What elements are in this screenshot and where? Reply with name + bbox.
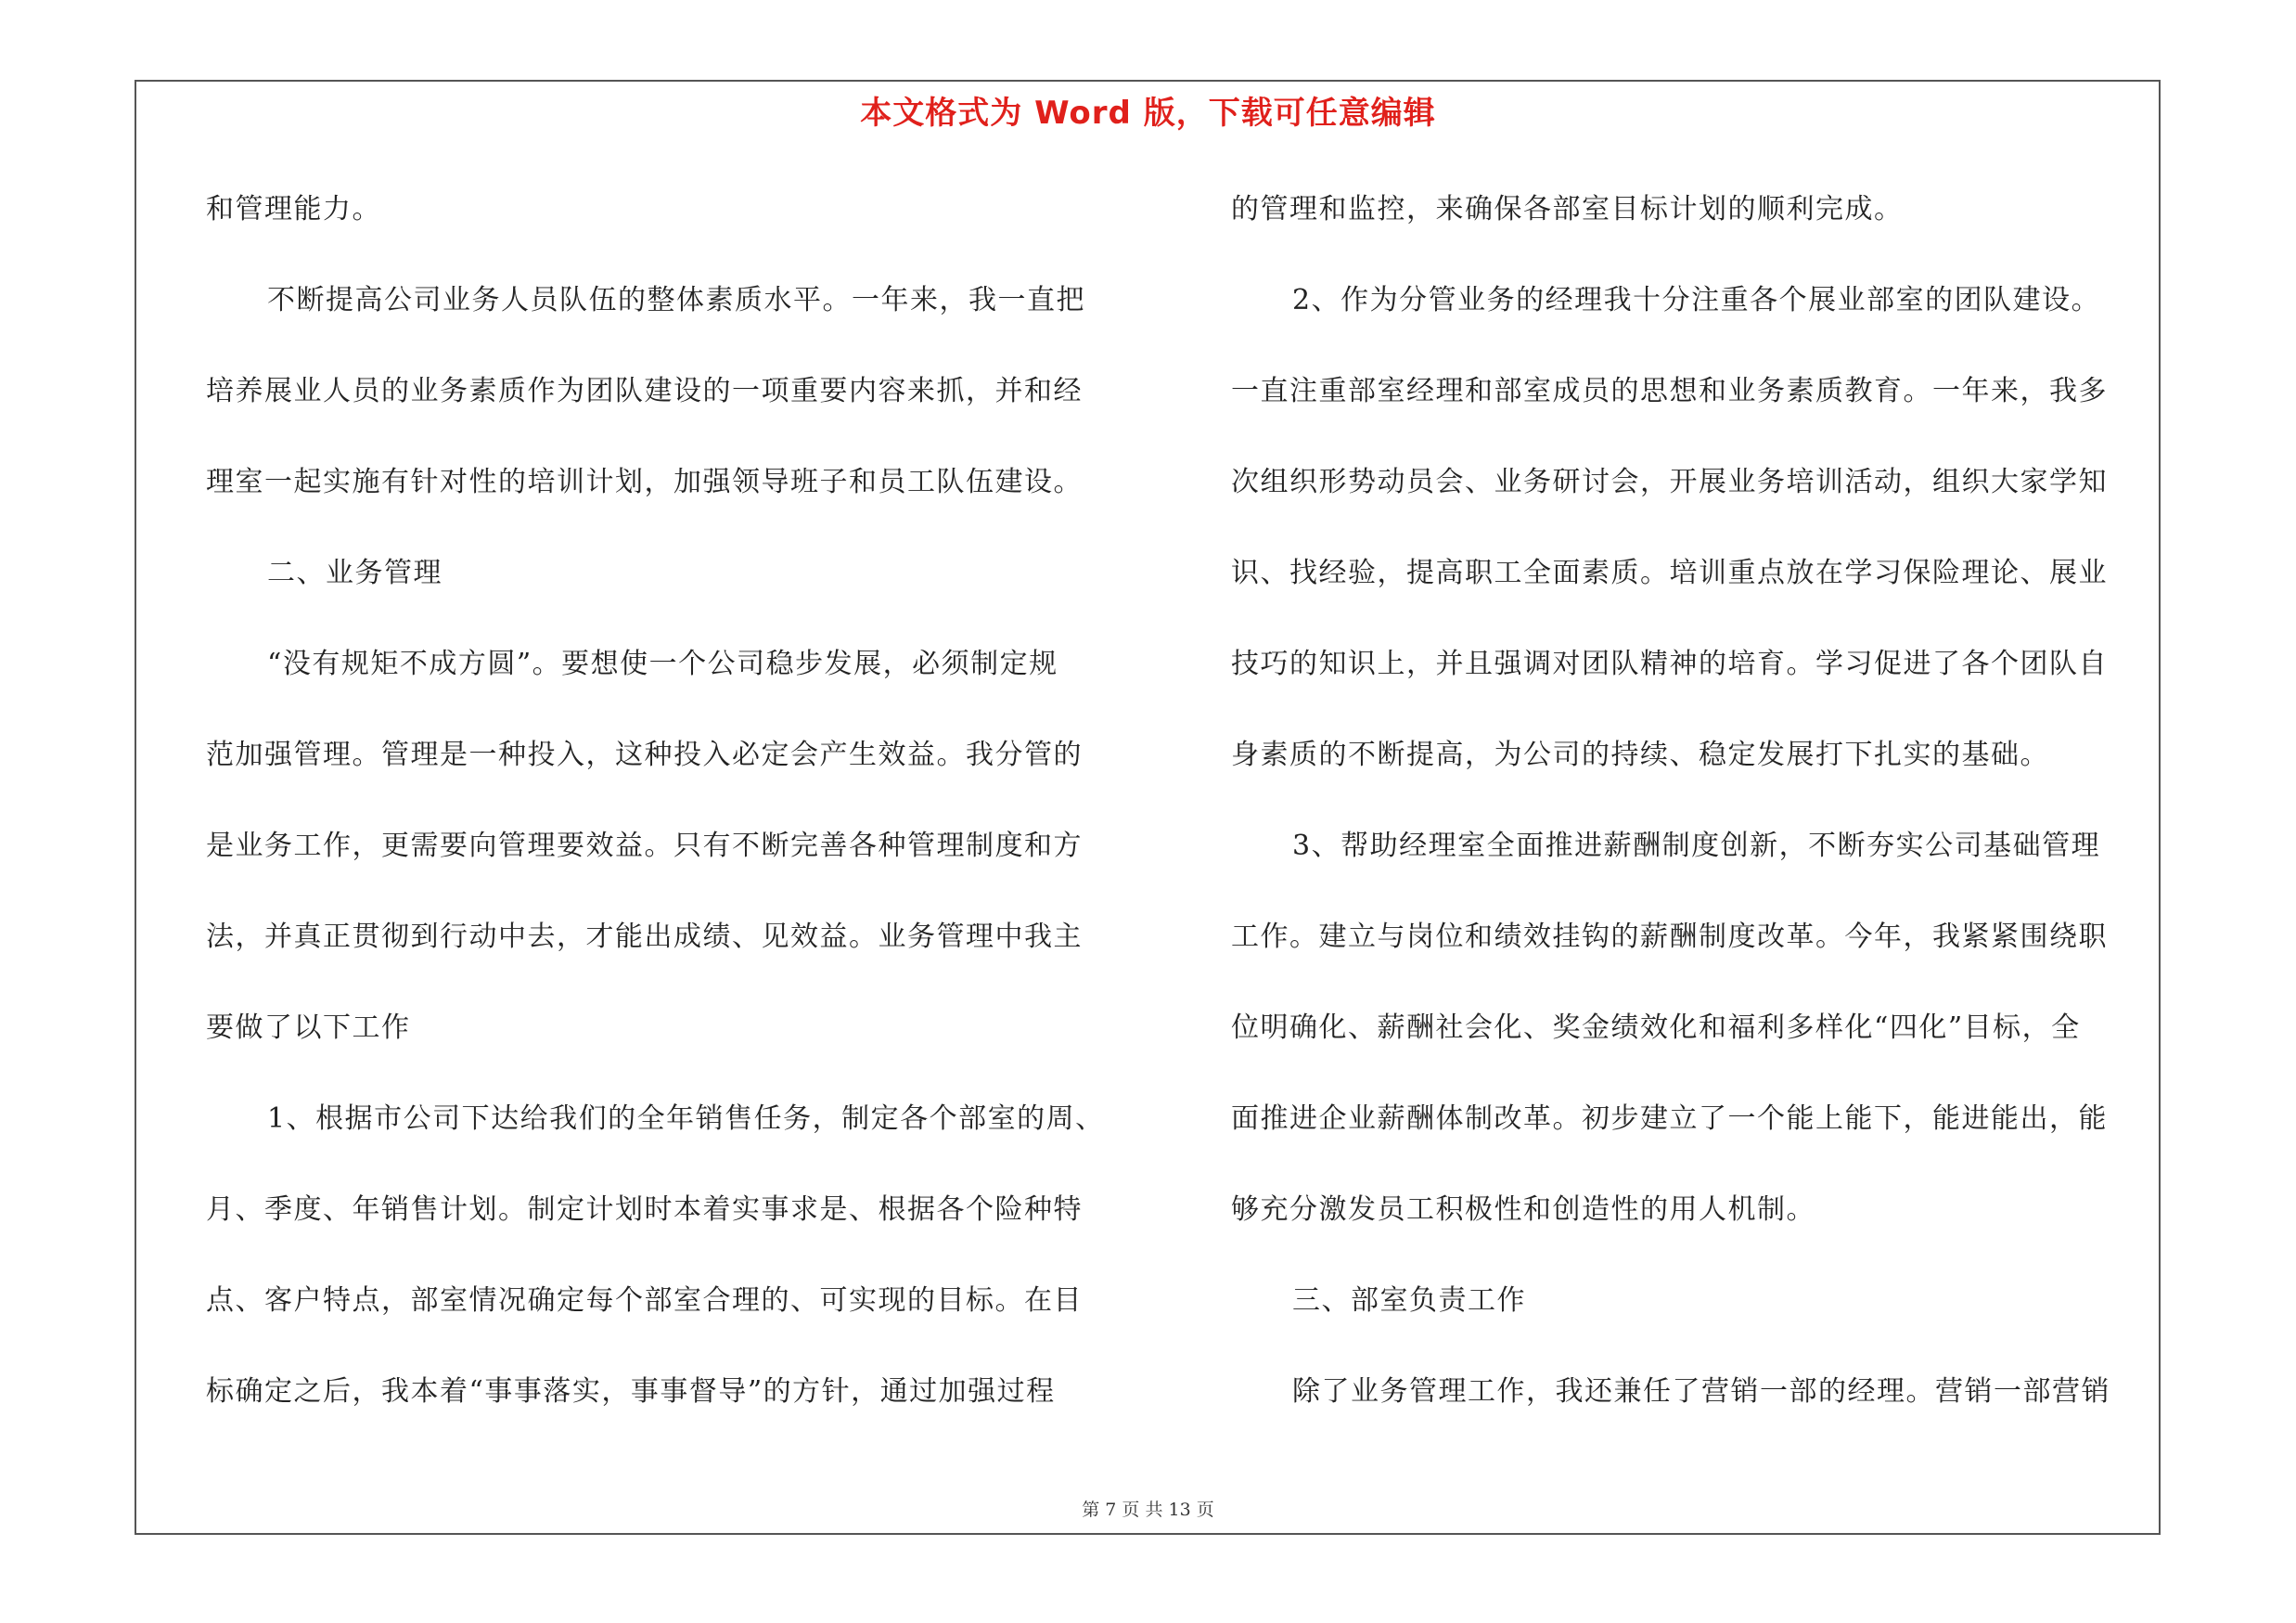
text-line: 法，并真正贯彻到行动中去，才能出成绩、见效益。业务管理中我主: [206, 921, 1083, 953]
text-line: 工作。建立与岗位和绩效挂钩的薪酬制度改革。今年，我紧紧围绕职: [1231, 921, 2108, 953]
text-line: 的管理和监控，来确保各部室目标计划的顺利完成。: [1231, 193, 1904, 225]
text-line: 要做了以下工作: [206, 1011, 411, 1044]
text-line: 不断提高公司业务人员队伍的整体素质水平。一年来，我一直把: [267, 284, 1085, 316]
text-line: 标确定之后，我本着“事事落实，事事督导”的方针，通过加强过程: [206, 1375, 1056, 1408]
header-banner: 本文格式为 Word 版，下载可任意编辑: [860, 95, 1436, 132]
text-line: 1、根据市公司下达给我们的全年销售任务，制定各个部室的周、: [267, 1102, 1105, 1135]
text-line: 理室一起实施有针对性的培训计划，加强领导班子和员工队伍建设。: [206, 466, 1083, 498]
text-line: 是业务工作，更需要向管理要效益。只有不断完善各种管理制度和方: [206, 830, 1083, 862]
text-line: 身素质的不断提高，为公司的持续、稳定发展打下扎实的基础。: [1231, 739, 2049, 771]
text-line: 识、找经验，提高职工全面素质。培训重点放在学习保险理论、展业: [1231, 557, 2108, 589]
text-line: 除了业务管理工作，我还兼任了营销一部的经理。营销一部营销: [1292, 1375, 2110, 1408]
text-line: 技巧的知识上，并且强调对团队精神的培育。学习促进了各个团队自: [1231, 648, 2108, 680]
page-number-footer: 第 7 页 共 13 页: [1082, 1500, 1214, 1520]
text-line: 够充分激发员工积极性和创造性的用人机制。: [1231, 1193, 1815, 1226]
text-line: 范加强管理。管理是一种投入，这种投入必定会产生效益。我分管的: [206, 739, 1083, 771]
text-line: 3、帮助经理室全面推进薪酬制度创新，不断夯实公司基础管理: [1292, 830, 2101, 862]
text-line: 培养展业人员的业务素质作为团队建设的一项重要内容来抓，并和经: [206, 375, 1083, 407]
text-line: 2、作为分管业务的经理我十分注重各个展业部室的团队建设。: [1292, 284, 2101, 316]
text-line: 位明确化、薪酬社会化、奖金绩效化和福利多样化“四化”目标，全: [1231, 1011, 2081, 1044]
text-line: 点、客户特点，部室情况确定每个部室合理的、可实现的目标。在目: [206, 1284, 1083, 1317]
section-heading: 二、业务管理: [267, 557, 443, 589]
text-line: 和管理能力。: [206, 193, 381, 225]
text-line: “没有规矩不成方圆”。要想使一个公司稳步发展，必须制定规: [267, 648, 1058, 680]
section-heading: 三、部室负责工作: [1292, 1284, 1526, 1317]
text-line: 月、季度、年销售计划。制定计划时本着实事求是、根据各个险种特: [206, 1193, 1083, 1226]
text-line: 面推进企业薪酬体制改革。初步建立了一个能上能下，能进能出，能: [1231, 1102, 2108, 1135]
text-line: 一直注重部室经理和部室成员的思想和业务素质教育。一年来，我多: [1231, 375, 2108, 407]
text-line: 次组织形势动员会、业务研讨会，开展业务培训活动，组织大家学知: [1231, 466, 2108, 498]
